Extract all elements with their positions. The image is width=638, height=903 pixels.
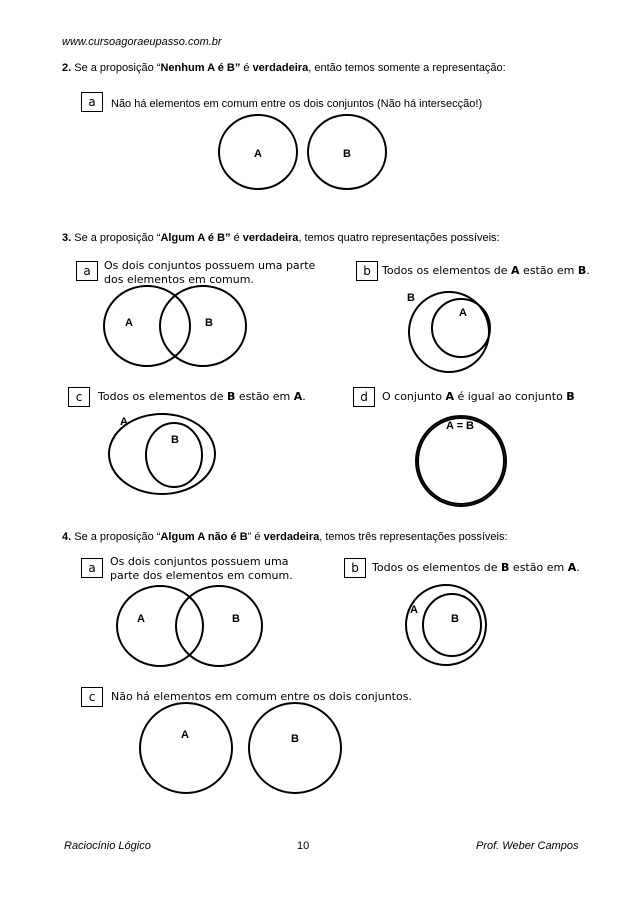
option-tag-a: a [76,261,98,281]
page-number: 10 [297,840,310,852]
venn-disjoint-q2 [219,115,386,189]
site-url: www.cursoagoraeupasso.com.br [62,36,222,48]
set-b-circle [160,286,246,366]
proposition: Algum A é B” [160,232,231,244]
footer-subject: Raciocínio Lógico [64,840,151,852]
footer-author: Prof. Weber Campos [476,840,579,852]
set-label: B [171,434,179,446]
option-caption: Os dois conjuntos possuem uma parte dos elementos em comum. [110,555,293,582]
set-a-circle [406,585,486,665]
option-caption: Todos os elementos de B estão em A. [372,561,580,574]
option-tag-a: a [81,92,103,112]
option-caption: Todos os elementos de A estão em B. [382,264,590,277]
option-tag-b: b [356,261,378,281]
option-caption: Todos os elementos de B estão em A. [98,390,306,403]
set-label: A [137,613,145,625]
option-tag-c: c [81,687,103,707]
set-label: A = B [445,420,475,432]
venn-subset-q4b [406,585,486,665]
set-label: B [232,613,240,625]
question-number: 2. [62,62,72,74]
set-b-circle [176,586,262,666]
set-a-circle [140,703,232,793]
venn-equal-q3d [416,416,506,506]
set-label: B [343,148,351,160]
proposition: Algum A não é B [160,531,248,543]
question-3-statement: 3. Se a proposição “Algum A é B” é verdadeira, temos quatro representações possíveis: [62,232,500,244]
question-2-statement: 2. Se a proposição “Nenhum A é B” é verdadeira, então temos somente a representação: [62,62,506,74]
set-b-circle [146,423,202,487]
set-label: A [120,416,128,428]
set-label: B [205,317,213,329]
option-caption: Não há elementos em comum entre os dois conjuntos (Não há intersecção!) [111,98,483,110]
option-tag-d: d [353,387,375,407]
option-caption: Não há elementos em comum entre os dois conjuntos. [111,690,412,703]
set-label: A [254,148,262,160]
option-tag-b: b [344,558,366,578]
option-tag-a: a [81,558,103,578]
option-tag-c: c [68,387,90,407]
venn-disjoint-q4 [140,703,341,793]
option-caption: O conjunto A é igual ao conjunto B [382,390,575,403]
option-caption: Os dois conjuntos possuem uma parte dos elementos em comum. [104,259,316,286]
venn-subset-q3c [109,414,215,494]
set-label: B [451,613,459,625]
set-a-circle [104,286,190,366]
venn-subset-q3b [407,292,490,372]
set-label: B [291,733,299,745]
set-b-circle [423,594,481,656]
question-4-statement: 4. Se a proposição “Algum A não é B” é verdadeira, temos três representações possíveis: [62,531,508,543]
set-a-circle [117,586,203,666]
proposition: Nenhum A é B” [160,62,241,74]
set-label: A [125,317,133,329]
set-label: A [181,729,189,741]
venn-overlap-q4 [117,586,262,666]
set-label: A [410,604,418,616]
set-b-circle [249,703,341,793]
venn-overlap-q3 [104,286,246,366]
set-label: A [459,307,467,319]
set-label: B [407,292,415,304]
